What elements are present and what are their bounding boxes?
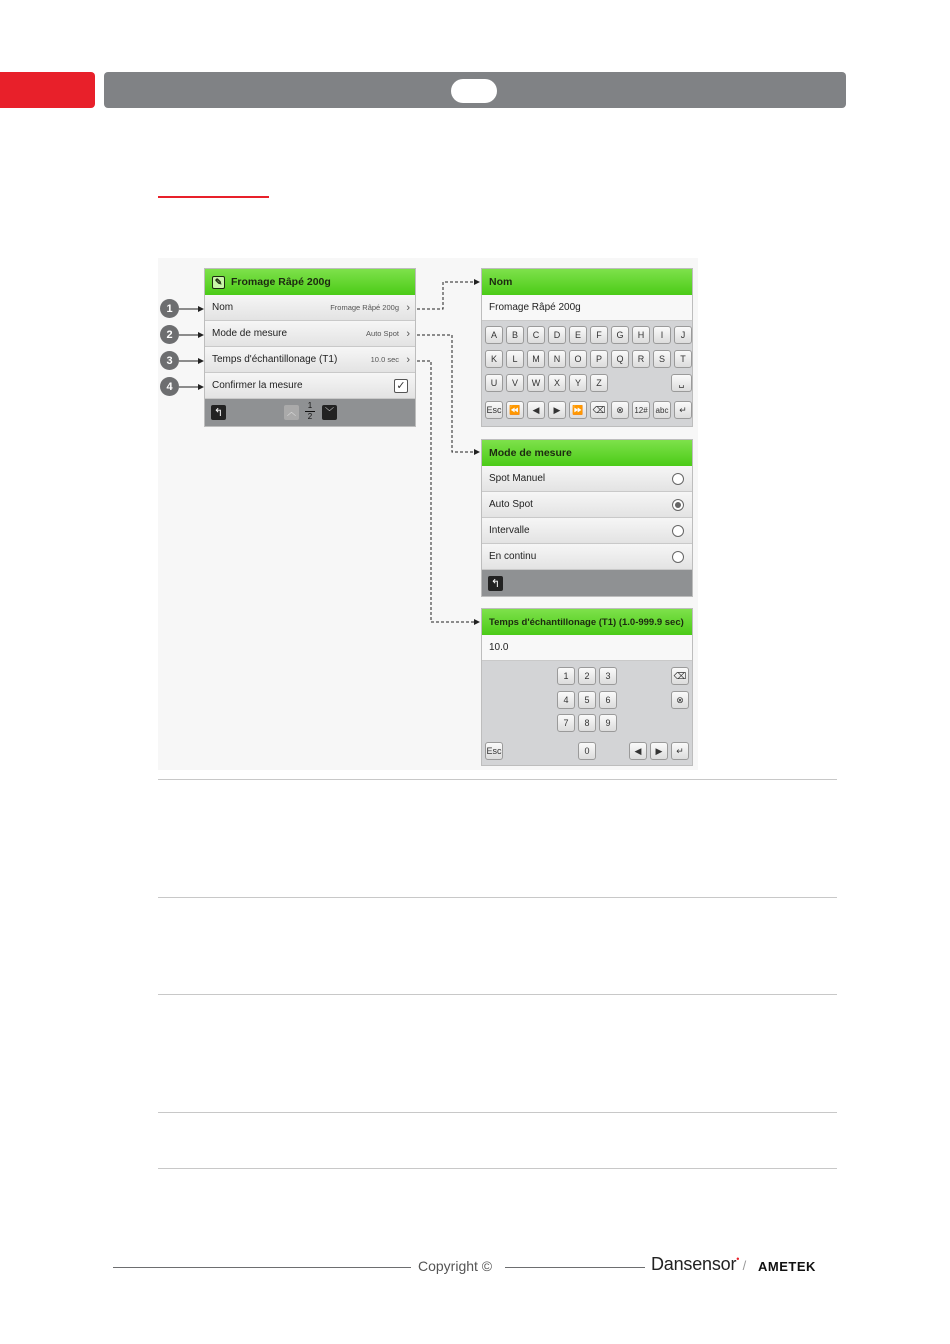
key-F[interactable]: F: [590, 326, 608, 344]
mode-option-auto-spot[interactable]: [482, 492, 692, 518]
menu-row-value: Auto Spot: [366, 329, 399, 338]
key-Z[interactable]: Z: [590, 374, 608, 392]
callout-1: 1: [160, 299, 179, 318]
radio-button[interactable]: [672, 551, 684, 563]
key-esc[interactable]: Esc: [485, 401, 503, 419]
menu-row-confirm[interactable]: [205, 373, 415, 399]
back-icon[interactable]: ↰: [211, 405, 226, 420]
mode-option-label: Auto Spot: [489, 499, 533, 510]
page-up-icon[interactable]: ︿: [284, 405, 299, 420]
arrow-left-icon[interactable]: ◀: [629, 742, 647, 760]
key-1[interactable]: 1: [557, 667, 575, 685]
page-current: 1: [305, 401, 315, 412]
callout-4: 4: [160, 377, 179, 396]
measure-mode-screen: [481, 439, 693, 597]
key-N[interactable]: N: [548, 350, 566, 368]
chevron-right-icon: ›: [406, 353, 410, 366]
radio-button-selected[interactable]: [672, 499, 684, 511]
product-menu-screen: [204, 268, 416, 427]
mode-option-label: Spot Manuel: [489, 473, 546, 484]
table-divider: [158, 994, 837, 995]
key-J[interactable]: J: [674, 326, 692, 344]
key-C[interactable]: C: [527, 326, 545, 344]
clear-icon[interactable]: ⊗: [611, 401, 629, 419]
chevron-right-icon: ›: [406, 301, 410, 314]
key-H[interactable]: H: [632, 326, 650, 344]
key-7[interactable]: 7: [557, 714, 575, 732]
sampling-time-screen: [481, 608, 693, 766]
arrow-right-icon[interactable]: ▶: [650, 742, 668, 760]
confirm-checkbox[interactable]: ✓: [394, 379, 408, 393]
key-S[interactable]: S: [653, 350, 671, 368]
mode-option-label: En continu: [489, 551, 537, 562]
key-6[interactable]: 6: [599, 691, 617, 709]
menu-footer: [205, 399, 415, 426]
callout-3: 3: [160, 351, 179, 370]
key-U[interactable]: U: [485, 374, 503, 392]
key-B[interactable]: B: [506, 326, 524, 344]
key-D[interactable]: D: [548, 326, 566, 344]
key-V[interactable]: V: [506, 374, 524, 392]
key-Y[interactable]: Y: [569, 374, 587, 392]
table-divider: [158, 1112, 837, 1113]
fast-forward-icon[interactable]: ⏩: [569, 401, 587, 419]
table-divider: [158, 897, 837, 898]
key-P[interactable]: P: [590, 350, 608, 368]
key-I[interactable]: I: [653, 326, 671, 344]
key-A[interactable]: A: [485, 326, 503, 344]
key-4[interactable]: 4: [557, 691, 575, 709]
time-input[interactable]: 10.0: [482, 635, 692, 661]
callout-2: 2: [160, 325, 179, 344]
key-K[interactable]: K: [485, 350, 503, 368]
radio-button[interactable]: [672, 525, 684, 537]
key-alpha-mode[interactable]: abc: [653, 401, 671, 419]
key-2[interactable]: 2: [578, 667, 596, 685]
product-title: Fromage Râpé 200g: [231, 276, 331, 288]
key-3[interactable]: 3: [599, 667, 617, 685]
menu-row-label: Mode de mesure: [212, 328, 288, 339]
menu-row-label: Nom: [212, 302, 234, 313]
product-title-bar: [205, 269, 415, 295]
mode-title-bar: Mode de mesure: [482, 440, 692, 466]
key-9[interactable]: 9: [599, 714, 617, 732]
key-esc[interactable]: Esc: [485, 742, 503, 760]
key-X[interactable]: X: [548, 374, 566, 392]
name-title-bar: Nom: [482, 269, 692, 295]
numeric-keypad: [482, 661, 692, 766]
enter-icon[interactable]: ↵: [671, 742, 689, 760]
key-Q[interactable]: Q: [611, 350, 629, 368]
space-key-icon[interactable]: ␣: [671, 374, 692, 392]
backspace-icon[interactable]: ⌫: [590, 401, 608, 419]
back-icon[interactable]: ↰: [488, 576, 503, 591]
name-entry-screen: [481, 268, 693, 427]
key-R[interactable]: R: [632, 350, 650, 368]
footer-rule-right: [505, 1267, 645, 1268]
time-title-bar: Temps d'échantillonage (T1) (1.0-999.9 sec): [482, 609, 692, 635]
mode-option-intervalle[interactable]: [482, 518, 692, 544]
mode-footer: [482, 570, 692, 597]
clear-icon[interactable]: ⊗: [671, 691, 689, 709]
menu-row-name[interactable]: [205, 295, 415, 321]
backspace-icon[interactable]: ⌫: [671, 667, 689, 685]
page-total: 2: [307, 412, 313, 421]
menu-row-label: Temps d'échantillonage (T1): [212, 354, 338, 365]
key-T[interactable]: T: [674, 350, 692, 368]
menu-row-value: Fromage Râpé 200g: [330, 303, 399, 312]
mode-option-label: Intervalle: [489, 525, 530, 536]
key-8[interactable]: 8: [578, 714, 596, 732]
page-down-icon[interactable]: ﹀: [322, 405, 337, 420]
radio-button[interactable]: [672, 473, 684, 485]
key-W[interactable]: W: [527, 374, 545, 392]
key-L[interactable]: L: [506, 350, 524, 368]
logo-slash-icon: /: [739, 1258, 747, 1273]
chevron-right-icon: ›: [406, 327, 410, 340]
brand-dot-icon: •: [736, 1254, 740, 1264]
arrow-right-icon[interactable]: ▶: [548, 401, 566, 419]
key-E[interactable]: E: [569, 326, 587, 344]
alpha-keyboard: [482, 321, 692, 427]
key-0[interactable]: 0: [578, 742, 596, 760]
arrow-left-icon[interactable]: ◀: [527, 401, 545, 419]
menu-row-value: 10.0 sec: [370, 355, 399, 364]
enter-icon[interactable]: ↵: [674, 401, 692, 419]
brand-name: Dansensor: [651, 1254, 737, 1274]
menu-row-measure-mode[interactable]: [205, 321, 415, 347]
key-5[interactable]: 5: [578, 691, 596, 709]
dansensor-logo: [651, 1254, 746, 1275]
mode-option-spot-manuel[interactable]: [482, 466, 692, 492]
ametek-logo: AMETEK: [758, 1259, 816, 1274]
page-indicator: [305, 401, 315, 422]
name-input[interactable]: Fromage Râpé 200g: [482, 295, 692, 321]
key-O[interactable]: O: [569, 350, 587, 368]
table-divider: [158, 779, 837, 780]
table-divider: [158, 1168, 837, 1169]
menu-row-sampling-time[interactable]: [205, 347, 415, 373]
key-M[interactable]: M: [527, 350, 545, 368]
copyright-text: Copyright ©: [418, 1258, 493, 1274]
rewind-icon[interactable]: ⏪: [506, 401, 524, 419]
edit-icon: ✎: [212, 276, 225, 289]
menu-row-label: Confirmer la mesure: [212, 380, 303, 391]
footer-rule-left: [113, 1267, 411, 1268]
key-G[interactable]: G: [611, 326, 629, 344]
key-numeric-mode[interactable]: 12#: [632, 401, 650, 419]
mode-option-en-continu[interactable]: [482, 544, 692, 570]
